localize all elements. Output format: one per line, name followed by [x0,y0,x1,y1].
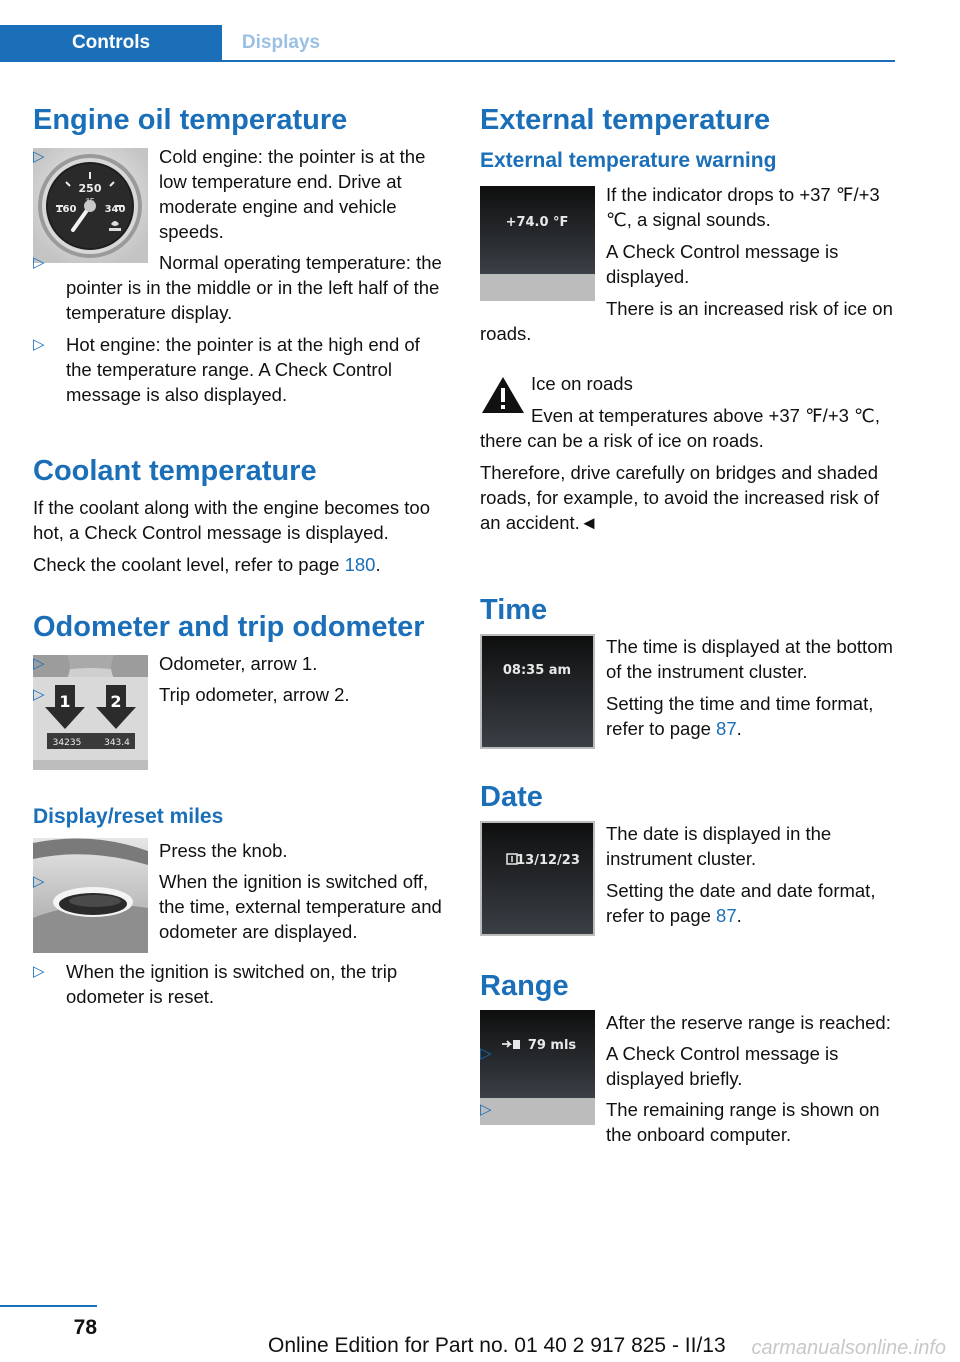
engine-oil-block [33,144,449,331]
date-para-2: Setting the date and date format, refer to page 87. [606,880,876,926]
range-block [480,1010,896,1153]
external-temp-display-image [480,186,595,301]
time-block [480,634,896,755]
list-item: ▷ Trip odometer, arrow 2. [33,684,350,705]
reset-list [33,869,449,944]
date-display-image [480,821,595,936]
external-temp-title: External temperature [480,104,771,136]
bullet-triangle-icon: ▷ [33,336,45,353]
coolant-para-2: Check the coolant level, refer to page 180. [33,554,381,575]
header-tab-bar [0,25,895,62]
range-display-value: 79 mls [527,1038,577,1053]
watermark: carmanualsonline.info [751,1337,946,1359]
bullet-triangle-icon: ▷ [33,254,45,271]
coolant-page-link[interactable]: 180 [344,554,376,575]
engine-oil-list-continued [33,332,449,407]
reset-list-continued [33,959,449,1009]
warning-triangle-icon [480,375,526,415]
engine-oil-list [33,144,449,325]
external-para-3: There is an increased risk of ice on roads. [480,298,893,344]
coolant-para-1: If the coolant along with the engine becomes too hot, a Check Control message is displayed. [33,497,430,543]
engine-oil-title: Engine oil temperature [33,104,348,136]
list-item: ▷ Normal operating temperature: the pointer is in the middle or in the left half of the temperature display. [33,252,442,323]
odometer-value: 34235 [52,738,82,748]
time-display-image [480,634,595,749]
time-title: Time [480,594,548,626]
list-item: ▷ Odometer, arrow 1. [33,653,318,674]
list-item: ▷ Cold engine: the pointer is at the low temperature end. Drive at moderate engine and vehicle speeds. [33,146,426,242]
bullet-triangle-icon: ▷ [33,655,45,672]
gauge-mid-label: 250 [78,182,102,195]
external-para-2: A Check Control message is displayed. [606,241,839,287]
bullet-triangle-icon: ▷ [33,148,45,165]
page-number-rule [0,1305,97,1307]
coolant-title: Coolant temperature [33,455,317,487]
date-title: Date [480,781,543,813]
time-display-value: 08:35 am [502,663,572,678]
bullet-triangle-icon: ▷ [33,963,45,980]
external-temp-block [480,182,896,353]
ice-warning-text-2: Therefore, drive carefully on bridges and shaded roads, for example, to avoid the increased risk of an accident.◄ [480,462,879,533]
list-item: ▷ When the ignition is switched on, the trip odometer is reset. [33,961,398,1007]
reset-intro: Press the knob. [159,840,288,861]
odometer-title: Odometer and trip odometer [33,611,425,643]
right-column [480,100,896,1153]
reset-miles-block [33,838,449,959]
odometer-arrow-2-label: 2 [110,692,122,711]
bullet-triangle-icon: ▷ [480,1101,492,1118]
external-para-1: If the indicator drops to +37 ℉/+3 ℃, a signal sounds. [606,184,880,230]
list-item: ▷ A Check Control message is displayed briefly. [480,1043,839,1089]
odometer-block [33,651,449,776]
range-title: Range [480,970,569,1002]
page-number: 78 [73,1316,97,1339]
external-temp-warning-subtitle: External temperature warning [480,149,777,172]
tab-controls[interactable]: Controls [0,25,222,60]
range-intro: After the reserve range is reached: [606,1012,891,1033]
left-column [33,100,449,1015]
date-block [480,821,896,942]
time-para-2: Setting the time and time format, refer to page 87. [606,693,874,739]
date-display-value: 13/12/23 [516,853,580,868]
ice-warning-text: Even at temperatures above +37 ℉/+3 ℃, there can be a risk of ice on roads. [480,405,880,451]
reset-miles-title: Display/reset miles [33,805,224,828]
bullet-triangle-icon: ▷ [480,1045,492,1062]
list-item: ▷ Hot engine: the pointer is at the high end of the temperature range. A Check Control message is also displayed. [33,334,420,405]
tab-displays[interactable]: Displays [222,25,340,60]
bullet-triangle-icon: ▷ [33,873,45,890]
edition-line: Online Edition for Part no. 01 40 2 917 825 - II/13 [268,1334,726,1357]
gauge-low-label: 160 [55,204,77,215]
time-para-1: The time is displayed at the bottom of the instrument cluster. [606,636,893,682]
bullet-triangle-icon: ▷ [33,686,45,703]
odometer-arrow-1-label: 1 [59,692,71,711]
date-page-link[interactable]: 87 [716,905,737,926]
list-item: ▷ The remaining range is shown on the onboard computer. [480,1099,880,1145]
trip-value: 343.4 [104,738,130,748]
list-item: ▷ When the ignition is switched off, the time, external temperature and odometer are displayed. [33,871,442,942]
time-page-link[interactable]: 87 [716,718,737,739]
ice-warning-title: Ice on roads [531,373,633,394]
ice-warning [480,371,896,542]
gauge-high-label: 340 [104,204,126,215]
external-temp-display-value: +74.0 °F [505,215,569,230]
date-para-1: The date is displayed in the instrument cluster. [606,823,832,869]
